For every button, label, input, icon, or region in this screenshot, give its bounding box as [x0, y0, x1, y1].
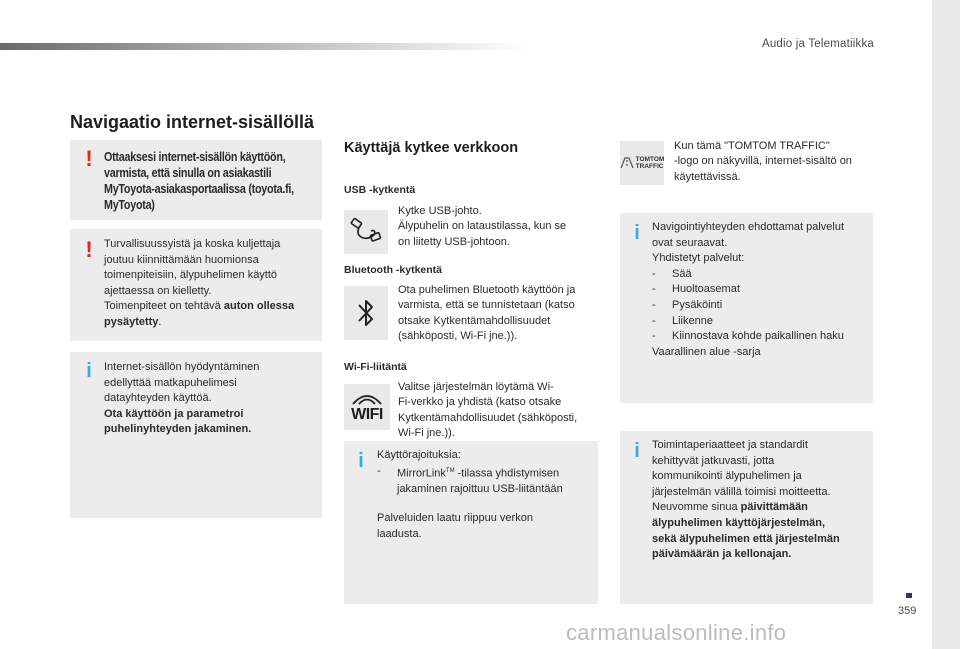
section-title-connect: Käyttäjä kytkee verkkoon	[344, 140, 519, 156]
text-line: käytettävissä.	[674, 170, 741, 183]
text-line: Ota puhelimen Bluetooth käyttöön ja	[398, 284, 576, 296]
warning-box-account	[70, 140, 322, 220]
info-icon: i	[358, 450, 364, 472]
page-number: 359	[898, 605, 917, 617]
bold-text: päivittämään	[740, 501, 808, 514]
list-item	[652, 329, 863, 345]
standards-text	[652, 438, 863, 563]
text-line: kehittyvät jatkuvasti, jotta	[652, 454, 775, 467]
usb-heading: USB -kytkentä	[344, 184, 416, 196]
info-box-data	[70, 352, 322, 518]
bold-text: päivämäärän ja kellonajan.	[652, 548, 792, 561]
text-line: laadusta.	[377, 528, 422, 541]
info-icon: i	[634, 222, 640, 244]
text-line: ajettaessa on kielletty.	[104, 284, 212, 297]
text-line: Palveluiden laatu riippuu verkon	[377, 512, 533, 525]
usb-description	[398, 204, 598, 250]
text-line: jakaminen rajoittuu USB-liitäntään	[397, 482, 563, 495]
wifi-icon-label: WIFI	[351, 405, 383, 423]
text-line: Internet-sisällön hyödyntäminen	[104, 361, 260, 373]
section-header: Audio ja Telematiikka	[761, 38, 874, 50]
text-span: Toimenpiteet on tehtävä	[104, 300, 224, 313]
text-span: -tilassa yhdistymisen	[454, 467, 560, 480]
list-item	[652, 298, 863, 314]
text-line: Vaarallinen alue -sarja	[652, 345, 761, 358]
list-dash: -	[652, 298, 656, 311]
trademark-mark: TM	[445, 467, 455, 474]
bold-text: pysäytetty	[104, 315, 159, 328]
info-box-limits	[344, 441, 598, 604]
text-line: Wi-Fi jne.)).	[398, 427, 455, 440]
list-item-label: Liikenne	[672, 314, 713, 327]
text-line	[397, 464, 559, 482]
bold-text: sekä älypuhelimen että järjestelmän	[652, 532, 840, 545]
list-dash: -	[652, 314, 656, 327]
text-line: järjestelmän välillä toimisi moitteetta.	[652, 485, 831, 498]
tomtom-description	[674, 139, 884, 185]
text-line	[104, 315, 312, 331]
text-line: varmista, että se tunnistetaan (katso	[398, 299, 575, 312]
bold-text: auton ollessa	[223, 300, 295, 313]
list-dash: -	[652, 283, 656, 296]
text-line: Yhdistetyt palvelut:	[652, 252, 745, 265]
warning-icon: !	[85, 146, 93, 171]
text-line: Käyttörajoituksia:	[377, 449, 461, 461]
text-line	[652, 500, 863, 516]
warning-box-safety	[70, 229, 322, 341]
tomtom-traffic-logo	[620, 141, 664, 185]
info-data-text	[104, 360, 312, 438]
limits-text	[377, 448, 588, 543]
watermark: carmanualsonline.info	[566, 620, 787, 645]
text-line: otsake Kytkentämahdollisuudet	[398, 314, 551, 327]
text-span: Neuvomme sinua	[652, 501, 741, 514]
text-line: Kytke USB-johto.	[398, 205, 482, 217]
wifi-icon	[344, 384, 390, 430]
bold-text: puhelinyhteyden jakaminen.	[104, 423, 252, 436]
text-line: edellyttää matkapuhelimesi	[104, 376, 237, 389]
usb-cable-icon	[344, 210, 388, 254]
info-icon: i	[86, 360, 92, 382]
text-span: .	[158, 315, 162, 328]
text-line: Kun tämä "TOMTOM TRAFFIC"	[674, 140, 830, 152]
info-box-services	[620, 213, 873, 403]
text-line	[104, 299, 312, 315]
text-line: toimenpiteisiin, älypuhelimen käyttö	[104, 269, 278, 282]
logo-text: TOMTOM	[635, 156, 665, 163]
bold-text: Ota käyttöön ja parametroi	[104, 407, 244, 420]
services-text	[652, 220, 863, 360]
list-item	[652, 267, 863, 283]
list-dash: -	[652, 267, 656, 280]
info-icon: i	[634, 440, 640, 462]
bluetooth-icon	[344, 286, 388, 340]
list-item	[377, 464, 588, 482]
list-item	[652, 314, 863, 330]
list-dash: -	[377, 464, 381, 477]
bluetooth-description	[398, 283, 598, 345]
text-line: Älypuhelin on lataustilassa, kun se	[398, 220, 567, 233]
text-line: Valitse järjestelmän löytämä Wi-	[398, 381, 554, 393]
text-line: (sähköposti, Wi-Fi jne.)).	[398, 330, 518, 343]
wifi-heading: Wi-Fi-liitäntä	[344, 361, 407, 373]
list-item-label: Kiinnostava kohde paikallinen haku	[672, 330, 844, 343]
text-line: Toimintaperiaatteet ja standardit	[652, 439, 808, 451]
info-box-standards	[620, 431, 873, 604]
list-item	[652, 282, 863, 298]
text-line: -logo on näkyvillä, internet-sisältö on	[674, 155, 852, 168]
wifi-description	[398, 380, 598, 442]
page-marker	[906, 593, 912, 598]
text-line: datayhteyden käyttöä.	[104, 392, 212, 405]
list-dash: -	[652, 330, 656, 343]
warning-account-text: Ottaaksesi internet-sisällön käyttöön, varmista, että sinulla on asiakastili MyToyota-asiakasportaalissa (toyota.fi, MyToyota)	[104, 150, 294, 212]
text-line: Kytkentämahdollisuudet (sähköposti,	[398, 411, 578, 424]
list-item-label: Sää	[672, 267, 692, 280]
bold-text: älypuhelimen käyttöjärjestelmän,	[652, 516, 826, 529]
text-line: Navigointiyhteyden ehdottamat palvelut	[652, 221, 845, 233]
logo-text: TRAFFIC	[635, 163, 664, 170]
text-line: kommunikointi älypuhelimen ja	[652, 470, 802, 483]
warning-icon: !	[85, 237, 93, 262]
bluetooth-heading: Bluetooth -kytkentä	[344, 264, 443, 276]
text-line: Turvallisuussyistä ja koska kuljettaja	[104, 238, 281, 250]
header-gradient-bar	[0, 43, 530, 50]
list-item-label: Huoltoasemat	[672, 283, 740, 296]
list-item-label: Pysäköinti	[672, 298, 723, 311]
text-line: Fi-verkko ja yhdistä (katso otsake	[398, 396, 562, 409]
page-edge-strip	[932, 0, 960, 649]
text-span: MirrorLink	[397, 467, 446, 480]
warning-safety-text	[104, 237, 312, 331]
text-line: on liitetty USB-johtoon.	[398, 235, 510, 248]
text-line: joutuu kiinnittämään huomionsa	[104, 253, 259, 266]
page-title: Navigaatio internet-sisällöllä	[70, 112, 315, 132]
text-line: ovat seuraavat.	[652, 236, 728, 249]
